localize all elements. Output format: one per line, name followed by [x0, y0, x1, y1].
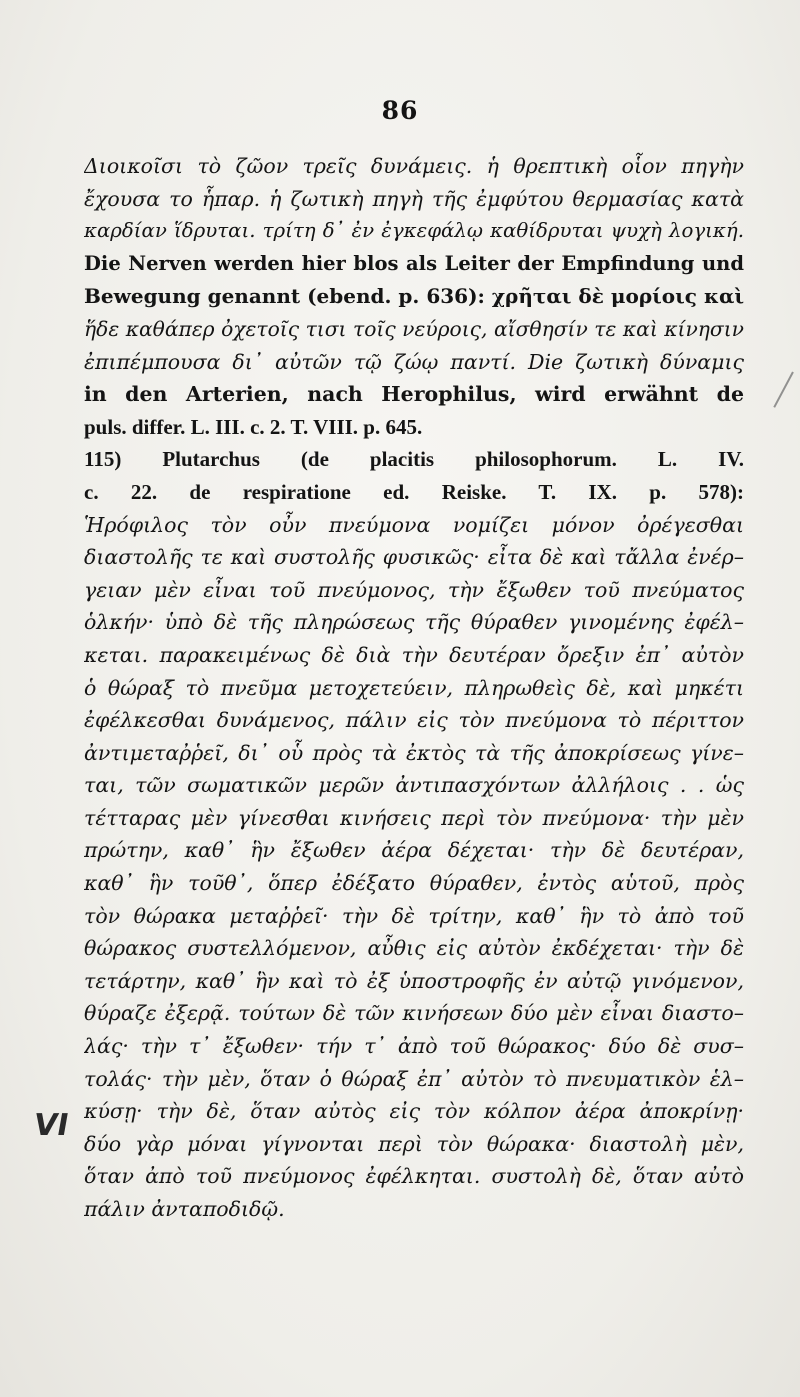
- text-line: ἀντιμεταῤῥεῖ, δι᾽ οὗ πρὸς τὰ ἐκτὸς τὰ τῆς ἀποκρίσεως γίνε–: [84, 740, 744, 765]
- text-line: ἐφέλκεσθαι δυνάμενος, πάλιν εἰς τὸν πνεύμονα τὸ πέριττον: [84, 708, 744, 733]
- text-line: τολάς· τὴν μὲν, ὅταν ὁ θώραξ ἐπ᾽ αὐτὸν τὸ πνευματικὸν ἑλ–: [84, 1066, 744, 1091]
- text-line: Bewegung genannt (ebend. p. 636): χρῆται δὲ μορίοις καὶ: [84, 284, 744, 309]
- text-line: τὸν θώρακα μεταῤῥεῖ· τὴν δὲ τρίτην, καθ᾽ ἣν τὸ ἀπὸ τοῦ: [84, 903, 744, 928]
- page-number: 86: [381, 96, 419, 125]
- text-line: ὁλκήν· ὑπὸ δὲ τῆς πληρώσεως τῆς θύραθεν γινομένης ἐφέλ–: [84, 610, 744, 635]
- text-line: ἔχουσα το ἧπαρ. ἡ ζωτικὴ πηγὴ τῆς ἐμφύτου θερμασίας κατὰ: [84, 186, 744, 211]
- text-line: τετάρτην, καθ᾽ ἣν καὶ τὸ ἐξ ὑποστροφῆς ἐν αὐτῷ γινόμενον,: [84, 968, 744, 993]
- text-line: ὁ θώραξ τὸ πνεῦμα μετοχετεύειν, πληρωθεὶς δὲ, καὶ μηκέτι: [84, 675, 744, 700]
- text-line: ἥδε καθάπερ ὀχετοῖς τισι τοῖς νεύροις, αἴσθησίν τε καὶ κίνησιν: [84, 316, 744, 341]
- text-line: δύο γὰρ μόναι γίγνονται περὶ τὸν θώρακα· διαστολὴ μὲν,: [84, 1131, 744, 1156]
- text-line: Die Nerven werden hier blos als Leiter der Empfindung und: [84, 251, 744, 275]
- handwritten-margin-note: VI: [30, 1108, 72, 1143]
- text-line: γειαν μὲν εἶναι τοῦ πνεύμονος, τὴν ἔξωθεν τοῦ πνεύματος: [84, 577, 744, 602]
- text-block: [84, 150, 744, 1226]
- text-line: puls. differ. L. III. c. 2. T. VIII. p. 645.: [84, 414, 423, 439]
- margin-pencil-mark: [773, 372, 800, 413]
- text-line: καθ᾽ ἣν τοῦθ᾽, ὅπερ ἐδέξατο θύραθεν, ἐντὸς αὑτοῦ, πρὸς: [84, 871, 744, 896]
- text-line: τέτταρας μὲν γίνεσθαι κινήσεις περὶ τὸν πνεύμονα· τὴν μὲν: [84, 805, 744, 830]
- text-line: Διοικοῖσι τὸ ζῶον τρεῖς δυνάμεις. ἡ θρεπτικὴ οἷον πηγὴν: [84, 154, 744, 178]
- text-line: Ἡρόφιλος τὸν οὖν πνεύμονα νομίζει μόνον ὀρέγεσθαι: [84, 512, 744, 537]
- text-line: λάς· τὴν τ᾽ ἔξωθεν· τήν τ᾽ ἀπὸ τοῦ θώρακος· δύο δὲ συσ–: [84, 1034, 744, 1059]
- text-line: κεται. παρακειμένως δὲ διὰ τὴν δευτέραν ὄρεξιν ἐπ᾽ αὐτὸν: [84, 642, 744, 667]
- text-line: κύσῃ· τὴν δὲ, ὅταν αὐτὸς εἰς τὸν κόλπον ἀέρα ἀποκρίνῃ·: [84, 1099, 744, 1124]
- text-line: c. 22. de respiratione ed. Reiske. T. IX. p. 578):: [84, 479, 744, 504]
- text-line: θώρακος συστελλόμενον, αὖθις εἰς αὐτὸν ἐκδέχεται· τὴν δὲ: [84, 936, 744, 961]
- text-line: καρδίαν ἵδρυται. τρίτη δ᾽ ἐν ἐγκεφάλῳ καθίδρυται ψυχὴ λογική.: [84, 219, 744, 243]
- text-line: πάλιν ἀνταποδιδῷ.: [84, 1197, 285, 1221]
- text-line: 115) Plutarchus (de placitis philosophorum. L. IV.: [84, 447, 744, 472]
- text-line: ὅταν ἀπὸ τοῦ πνεύμονος ἐφέλκηται. συστολὴ δὲ, ὅταν αὐτὸ: [84, 1164, 744, 1189]
- text-line: ται, τῶν σωματικῶν μερῶν ἀντιπασχόντων ἀλλήλοις . . ὡς: [84, 773, 744, 798]
- text-line: πρώτην, καθ᾽ ἣν ἔξωθεν ἀέρα δέχεται· τὴν δὲ δευτέραν,: [84, 838, 744, 863]
- text-line: in den Arterien, nach Herophilus, wird erwähnt de: [84, 382, 744, 407]
- text-line: ἐπιπέμπουσα δι᾽ αὐτῶν τῷ ζώῳ παντί. Die ζωτικὴ δύναμις: [84, 349, 744, 374]
- text-line: διαστολῆς τε καὶ συστολῆς φυσικῶς· εἶτα δὲ καὶ τἄλλα ἐνέρ–: [84, 545, 744, 570]
- text-line: θύραζε ἐξερᾷ. τούτων δὲ τῶν κινήσεων δύο μὲν εἶναι διαστο–: [84, 1001, 744, 1026]
